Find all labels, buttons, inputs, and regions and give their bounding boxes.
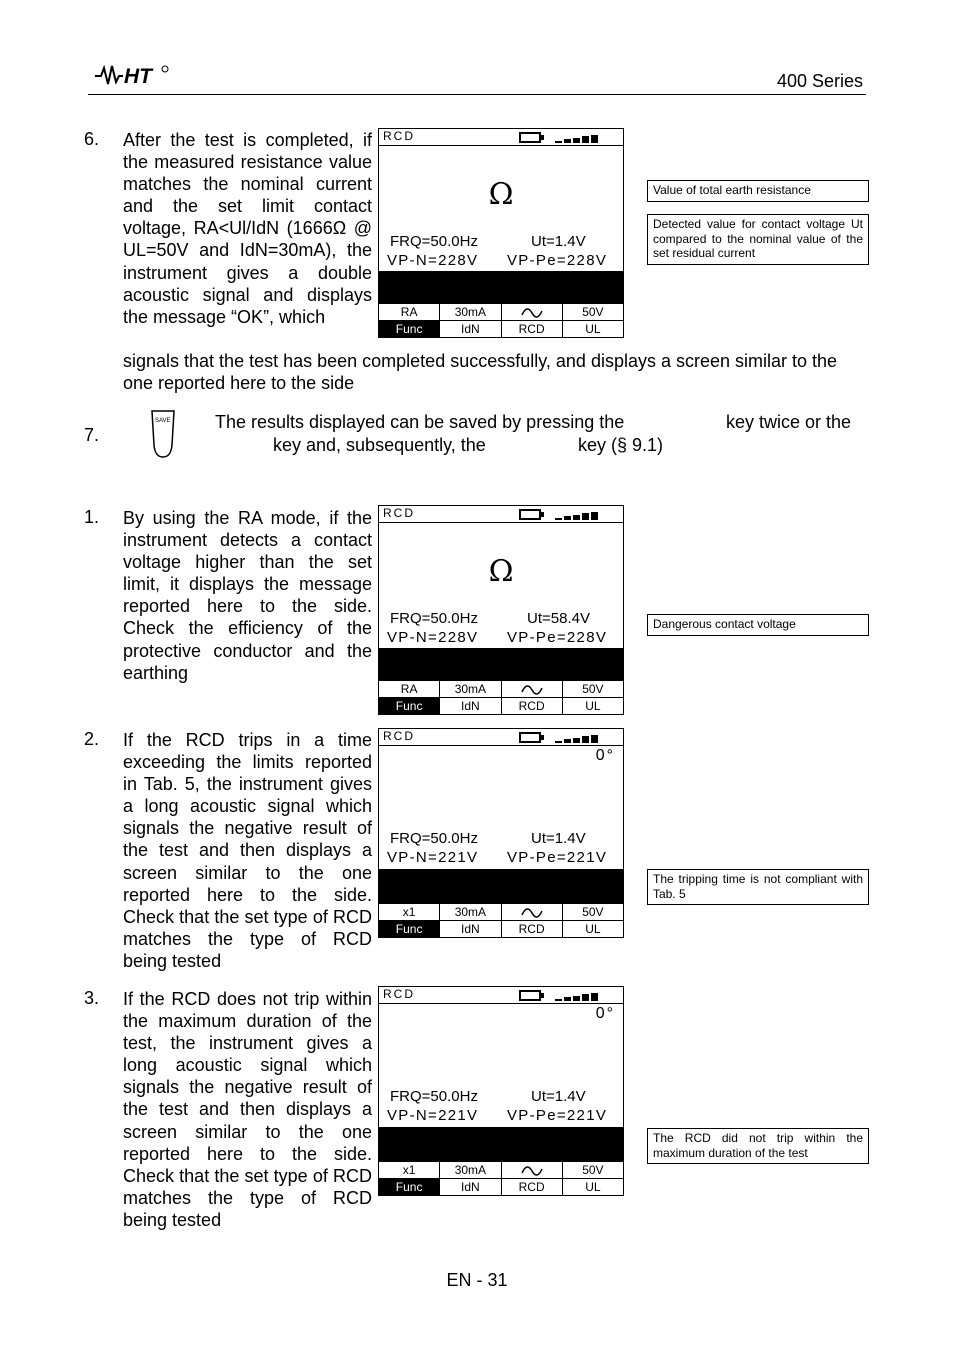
series-title: 400 Series (776, 71, 863, 91)
callout-box: Dangerous contact voltage (647, 614, 869, 636)
key-func[interactable]: Func (379, 1179, 440, 1195)
key-idn[interactable]: IdN (440, 698, 501, 714)
contact-voltage-readout: Ut=1.4V (531, 1088, 586, 1105)
step-text: If the RCD trips in a time exceeding the limits reported in Tab. 5, the instrument gives a long acoustic signal which signals the negative result of the test and then displays a screen similar to the one reported here to the side. Check that the set type of RCD matches the type of RCD being tested (123, 730, 372, 971)
param-ul: 50V (582, 682, 604, 696)
step-number: 3. (84, 988, 100, 1008)
ac-wave-icon (502, 304, 563, 320)
screen-title: RCD (383, 506, 415, 520)
param-func: RA (379, 681, 440, 697)
parameter-row (379, 304, 623, 320)
step7-text: The results displayed can be saved by pressing the (215, 412, 625, 432)
page-number: EN - 31 (446, 1270, 508, 1290)
step7-text: key and, subsequently, the (273, 435, 486, 455)
step-number: 6. (84, 129, 100, 149)
screen-header (379, 129, 623, 146)
vpn-readout: VP-N=221V (387, 1107, 479, 1124)
param-idn: 30mA (440, 304, 501, 320)
battery-icon (519, 732, 541, 743)
param-ul: 50V (582, 1163, 604, 1177)
step7-text: key twice or the (726, 412, 852, 432)
contact-voltage-readout: Ut=58.4V (527, 610, 590, 627)
phase-angle-readout: 0° (595, 1005, 615, 1022)
step-number: 7. (84, 425, 100, 445)
callout-box: The tripping time is not compliant with Tab. 5 (647, 869, 869, 905)
key-func[interactable]: Func (379, 921, 440, 937)
function-key-row (379, 697, 623, 714)
step-text: By using the RA mode, if the instrument detects a contact voltage higher than the set limit, it displays the message reported here to the side. Check the efficiency of the protective conductor and the earthing (123, 508, 372, 683)
vpn-readout: VP-N=228V (387, 629, 479, 646)
ac-wave-icon (502, 904, 563, 920)
phase-angle-readout: 0° (595, 747, 615, 764)
key-ul[interactable]: UL (585, 922, 601, 936)
instrument-screen (378, 505, 624, 715)
param-func: RA (379, 304, 440, 320)
instrument-screen (378, 728, 624, 938)
contact-voltage-readout: Ut=1.4V (531, 830, 586, 847)
vppe-readout: VP-Pe=221V (507, 849, 608, 866)
header-divider (88, 94, 866, 95)
parameter-row (379, 904, 623, 920)
measured-value: Ω (488, 554, 514, 589)
key-rcd[interactable]: RCD (502, 921, 563, 937)
message-bar (379, 648, 623, 681)
frequency-readout: FRQ=50.0Hz (390, 233, 478, 250)
function-key-row (379, 320, 623, 337)
param-ul: 50V (582, 305, 604, 319)
vpn-readout: VP-N=228V (387, 252, 479, 269)
function-key-row (379, 1178, 623, 1195)
measured-value: Ω (488, 177, 514, 212)
param-idn: 30mA (440, 1162, 501, 1178)
battery-icon (519, 509, 541, 520)
callout-box: Detected value for contact voltage Ut compared to the nominal value of the set residual current (647, 214, 869, 265)
vppe-readout: VP-Pe=228V (507, 629, 608, 646)
vppe-readout: VP-Pe=221V (507, 1107, 608, 1124)
screen-header (379, 506, 623, 523)
contact-voltage-readout: Ut=1.4V (531, 233, 586, 250)
key-idn[interactable]: IdN (440, 921, 501, 937)
step7-text: key (§ 9.1) (578, 435, 664, 455)
param-idn: 30mA (440, 904, 501, 920)
instrument-screen (378, 128, 624, 338)
screen-header (379, 729, 623, 746)
frequency-readout: FRQ=50.0Hz (390, 610, 478, 627)
key-rcd[interactable]: RCD (502, 321, 563, 337)
save-key-label: SAVE (155, 418, 171, 424)
save-key-icon (150, 409, 176, 459)
vpn-readout: VP-N=221V (387, 849, 479, 866)
param-func: x1 (379, 904, 440, 920)
param-idn: 30mA (440, 681, 501, 697)
step-text-continuation: signals that the test has been completed successfully, and displays a screen similar to the one reported here to the side (123, 351, 838, 394)
ac-wave-icon (502, 681, 563, 697)
parameter-row (379, 681, 623, 697)
step-number: 2. (84, 729, 100, 749)
ac-wave-icon (502, 1162, 563, 1178)
vppe-readout: VP-Pe=228V (507, 252, 608, 269)
key-idn[interactable]: IdN (440, 1179, 501, 1195)
frequency-readout: FRQ=50.0Hz (390, 830, 478, 847)
function-key-row (379, 920, 623, 937)
callout-box: Value of total earth resistance (647, 180, 869, 202)
key-func[interactable]: Func (379, 321, 440, 337)
ht-logo (93, 62, 171, 88)
battery-icon (519, 990, 541, 1001)
screen-title: RCD (383, 729, 415, 743)
message-bar (379, 271, 623, 304)
step-text: After the test is completed, if the measured resistance value matches the nominal current and the set limit contact voltage, RA<Ul/IdN (1666Ω @ UL=50V and IdN=30mA), the instrument gives a double acoustic signal and displays the message “OK”, which (123, 130, 372, 327)
svg-text:HT: HT (124, 65, 152, 88)
screen-header (379, 987, 623, 1004)
key-rcd[interactable]: RCD (502, 1179, 563, 1195)
instrument-screen (378, 986, 624, 1196)
message-bar (379, 869, 623, 904)
battery-icon (519, 132, 541, 143)
key-idn[interactable]: IdN (440, 321, 501, 337)
screen-title: RCD (383, 129, 415, 143)
callout-box: The RCD did not trip within the maximum duration of the test (647, 1128, 869, 1164)
message-bar (379, 1127, 623, 1162)
frequency-readout: FRQ=50.0Hz (390, 1088, 478, 1105)
step-text: If the RCD does not trip within the maximum duration of the test, the instrument gives a long acoustic signal which signals the negative result of the test and then displays a screen similar to the one reported here to the side. Check that the set type of RCD matches the type of RCD being tested (123, 989, 372, 1230)
key-ul[interactable]: UL (585, 1180, 601, 1194)
key-rcd[interactable]: RCD (502, 698, 563, 714)
step-number: 1. (84, 507, 100, 527)
param-func: x1 (379, 1162, 440, 1178)
param-ul: 50V (582, 905, 604, 919)
key-func[interactable]: Func (379, 698, 440, 714)
key-ul[interactable]: UL (585, 322, 601, 336)
screen-title: RCD (383, 987, 415, 1001)
parameter-row (379, 1162, 623, 1178)
key-ul[interactable]: UL (585, 699, 601, 713)
